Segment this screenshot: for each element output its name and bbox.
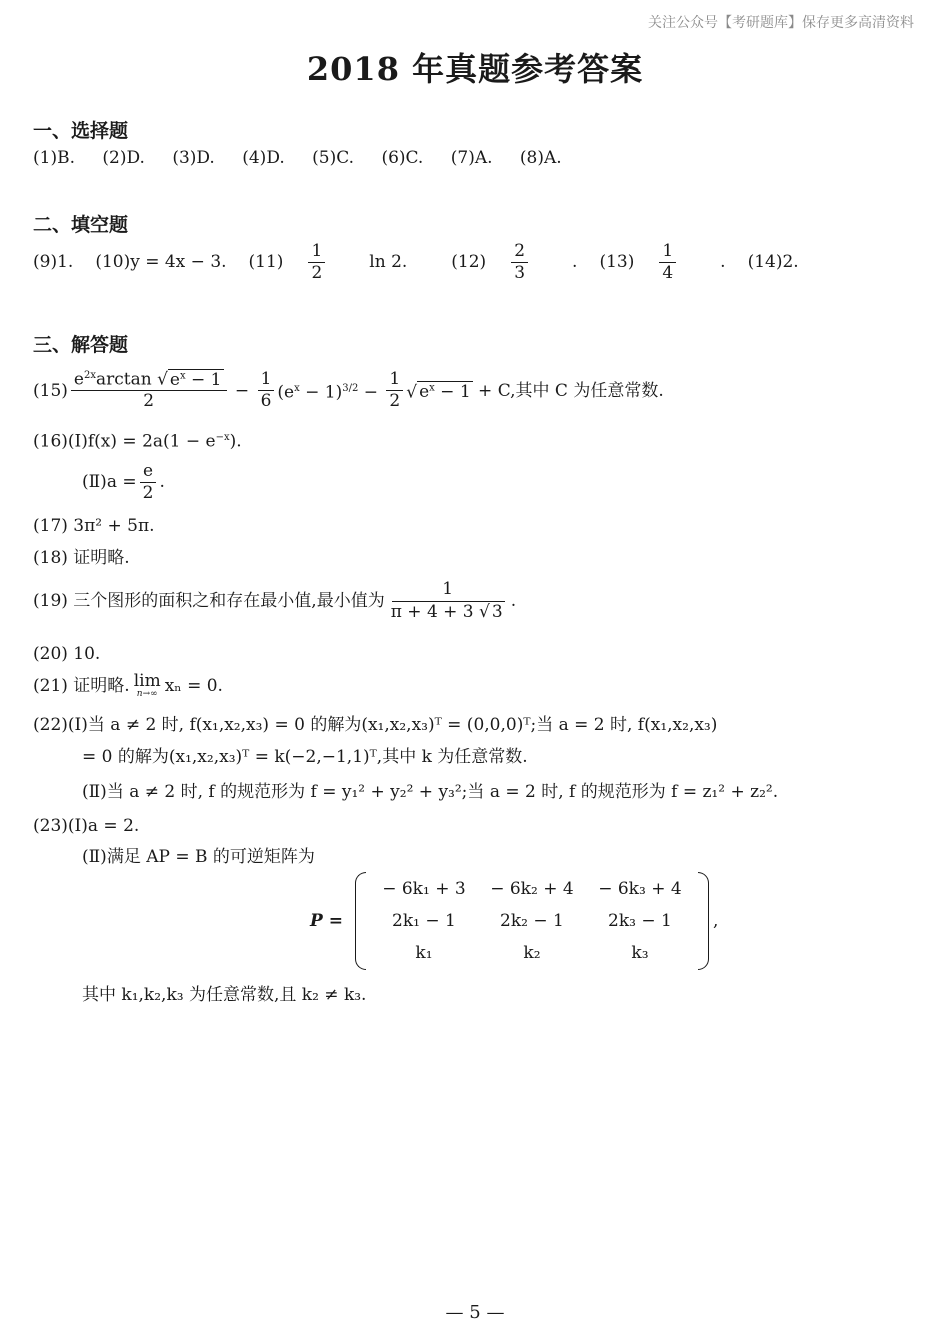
fraction: $\frac{1}{\pi + 4 + 3 √ 3}$	[390, 579, 503, 622]
answer-text: (21) 证明略.	[33, 676, 130, 696]
section-heading-choice: 一、选择题	[33, 120, 129, 142]
fill-label: (12)	[451, 252, 487, 273]
matrix-cell: 2k₃ − 1	[608, 911, 672, 931]
choice-answers	[33, 146, 584, 170]
matrix-cell: − 6k₁ + 3	[382, 879, 466, 899]
answer-label: (15)	[33, 380, 68, 401]
matrix-cell: − 6k₃ + 4	[598, 879, 682, 899]
answer-text: (16)(Ⅰ)f(x) = 2a(1 − e	[33, 431, 216, 452]
matrix-cell: 2k₁ − 1	[392, 911, 456, 931]
answer-16-part2: (Ⅱ)a = $\frac{e}{2}$ .	[82, 461, 165, 503]
answer-tail: + C,其中 C 为任意常数.	[478, 380, 664, 401]
answer-16-part1	[33, 426, 242, 454]
fill-label: (13)	[599, 252, 635, 273]
answer-22-line2: = 0 的解为(x₁,x₂,x₃)ᵀ = k(−2,−1,1)ᵀ,其中 k 为任意常数.	[82, 747, 528, 767]
fill-tail: ln 2.	[369, 252, 408, 273]
section-heading-solve: 三、解答题	[33, 334, 129, 356]
fill-answers	[33, 242, 821, 282]
answer-17: (17) 3π² + 5π.	[33, 516, 155, 536]
limit-op: lim	[133, 671, 161, 691]
limit	[134, 673, 161, 699]
fraction: $\frac{e^{2x}\arctan √ e^x - 1}{2}$	[71, 370, 227, 411]
answer-text: (Ⅱ)a =	[82, 472, 137, 493]
answer-22-line1: (22)(Ⅰ)当 a ≠ 2 时, f(x₁,x₂,x₃) = 0 的解为(x₁,x₂,x₃)ᵀ = (0,0,0)ᵀ;当 a = 2 时, f(x₁,x₂,x₃)	[33, 715, 718, 735]
answer-18: (18) 证明略.	[33, 548, 130, 568]
matrix-cell: k₃	[631, 943, 649, 963]
matrix-label: P =	[310, 911, 343, 931]
matrix-P	[310, 872, 718, 970]
matrix-grid	[366, 873, 698, 969]
choice-answer: (3)D.	[172, 148, 215, 168]
answer-23-part1: (23)(Ⅰ)a = 2.	[33, 816, 140, 836]
answer-23-part2: (Ⅱ)满足 AP = B 的可逆矩阵为	[82, 847, 315, 867]
answer-text: (19) 三个图形的面积之和存在最小值,最小值为	[33, 590, 385, 611]
fill-answer-11	[249, 242, 430, 282]
page-title: 2018 年真题参考答案	[306, 50, 644, 88]
watermark: 关注公众号【考研题库】保存更多高清资料	[648, 15, 914, 31]
matrix-comma: ,	[712, 911, 719, 931]
answer-21	[33, 673, 223, 699]
matrix-cell: − 6k₂ + 4	[490, 879, 574, 899]
matrix-cell: 2k₂ − 1	[500, 911, 564, 931]
fill-label: (11)	[248, 252, 284, 273]
answer-23-part3: 其中 k₁,k₂,k₃ 为任意常数,且 k₂ ≠ k₃.	[82, 985, 367, 1005]
right-bracket	[698, 872, 709, 970]
answer-15: (15) $\frac{e^{2x}\arctan √ e^x - 1}{2}$ − $\frac{1}{6}$ $(e^x - 1)^{3/2}$ − $\frac{1}{2}$ √ $e^x - 1$ + C,其中 C 为任意常数.	[33, 369, 664, 412]
choice-answer: (6)C.	[381, 148, 424, 168]
fraction: $\frac{e}{2}$	[140, 462, 157, 502]
page-number: — 5 —	[445, 1302, 505, 1323]
choice-answer: (5)C.	[312, 148, 355, 168]
left-bracket	[355, 872, 366, 970]
answer-text: xₙ = 0.	[164, 676, 223, 696]
answer-22-line3: (Ⅱ)当 a ≠ 2 时, f 的规范形为 f = y₁² + y₂² + y₃²;当 a = 2 时, f 的规范形为 f = z₁² + z₂².	[82, 782, 779, 802]
fill-answer-13: (13) $\frac{1}{4}$ .	[599, 241, 726, 283]
fraction: $\frac{1}{6}$	[258, 370, 275, 410]
choice-answer: (4)D.	[242, 148, 285, 168]
fraction: $\frac{1}{4}$	[659, 242, 698, 282]
limit-under: n→∞	[136, 689, 158, 699]
fill-answer-10: (10)y = 4x − 3.	[95, 252, 227, 273]
choice-answer: (7)A.	[450, 148, 493, 168]
answer-text: ).	[229, 431, 242, 452]
fill-answer-14: (14)2.	[747, 252, 799, 273]
fill-answer-12: (12) $\frac{2}{3}$ .	[451, 241, 578, 283]
fill-answer-9: (9)1.	[33, 252, 74, 273]
section-heading-fill: 二、填空题	[33, 214, 129, 236]
fraction: $\frac{1}{2}$	[386, 370, 403, 410]
matrix-cell: k₂	[523, 943, 541, 963]
fraction: $\frac{1}{2}$	[308, 242, 347, 282]
answer-19: (19) 三个图形的面积之和存在最小值,最小值为 $\frac{1}{\pi + 4 + 3 √ 3}$ .	[33, 579, 517, 622]
choice-answer: (8)A.	[519, 148, 562, 168]
fraction: $\frac{2}{3}$	[511, 242, 550, 282]
exponent: −x	[215, 432, 230, 443]
matrix-cell: k₁	[415, 943, 433, 963]
choice-answer: (1)B.	[33, 148, 75, 168]
answer-20: (20) 10.	[33, 644, 101, 664]
choice-answer: (2)D.	[102, 148, 145, 168]
